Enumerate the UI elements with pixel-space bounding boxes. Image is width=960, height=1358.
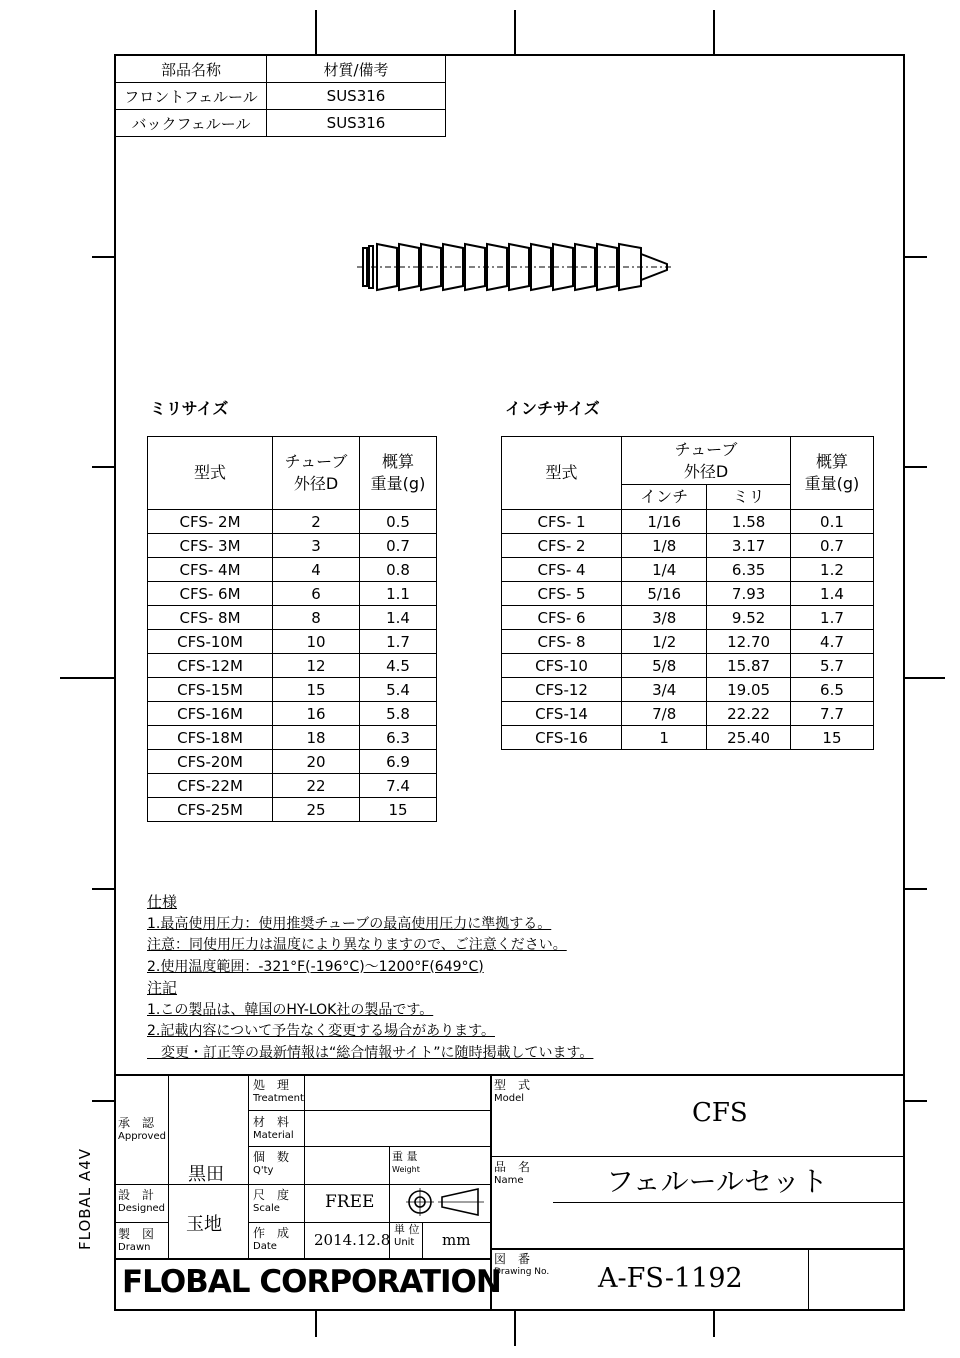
tick-left-4 [92, 888, 114, 890]
treatment-label-en: Treatment [253, 1093, 304, 1104]
milli-header-weight: 概算 重量(g) [360, 437, 437, 510]
weight-cell: 6.9 [360, 750, 437, 774]
inch-header-weight: 概算 重量(g) [790, 437, 873, 510]
approved-label-jp: 承 認 [118, 1116, 155, 1130]
model-cell: CFS- 8M [148, 606, 273, 630]
date-value: 2014.12.8 [314, 1231, 391, 1249]
side-sheet-label: FLOBAL A4V [76, 1148, 94, 1250]
model-cell: CFS- 2M [148, 510, 273, 534]
weight-cell: 1.4 [360, 606, 437, 630]
table-row [116, 110, 446, 137]
weight-cell: 15 [360, 798, 437, 822]
projection-symbol-icon [404, 1187, 488, 1217]
milli-size-title: ミリサイズ [150, 399, 229, 418]
designed-label-jp: 設 計 [118, 1188, 155, 1202]
unit-value: mm [442, 1231, 471, 1249]
approved-label-en: Approved [118, 1131, 166, 1142]
tick-top-3 [713, 10, 715, 54]
table-row [148, 798, 437, 822]
tube-od-inch-cell: 7/8 [622, 702, 707, 726]
weight-cell: 1.4 [790, 582, 873, 606]
weight-cell: 5.7 [790, 654, 873, 678]
table-row [148, 726, 437, 750]
tube-od-cell: 12 [273, 654, 360, 678]
tick-left-2 [92, 466, 114, 468]
tick-right-4 [905, 888, 927, 890]
quantity-label-jp: 個 数 [253, 1150, 290, 1164]
model-cell: CFS-14 [502, 702, 622, 726]
tick-right-1 [905, 256, 927, 258]
weight-cell: 0.1 [790, 510, 873, 534]
note-line: 2.使用温度範囲：-321°F(-196°C)～1200°F(649°C) [147, 958, 484, 975]
designed-label-en: Designed [118, 1203, 166, 1214]
quantity-label-en: Q'ty [253, 1165, 274, 1176]
weight-cell: 6.5 [790, 678, 873, 702]
materials-header-row [116, 56, 446, 83]
model-cell: CFS-20M [148, 750, 273, 774]
company-name: FLOBAL CORPORATION [122, 1264, 501, 1300]
model-cell: CFS-15M [148, 678, 273, 702]
table-row [502, 582, 874, 606]
tube-od-mm-cell: 12.70 [707, 630, 791, 654]
tube-od-mm-cell: 15.87 [707, 654, 791, 678]
tube-od-mm-cell: 7.93 [707, 582, 791, 606]
tube-od-cell: 20 [273, 750, 360, 774]
material-label-jp: 材 料 [253, 1115, 290, 1129]
model-cell: CFS- 1 [502, 510, 622, 534]
milli-size-table [147, 436, 437, 822]
model-cell: CFS-12 [502, 678, 622, 702]
name-label-jp: 品 名 [494, 1160, 531, 1174]
tube-od-cell: 18 [273, 726, 360, 750]
weight-cell: 0.8 [360, 558, 437, 582]
milli-header-model: 型式 [148, 437, 273, 510]
material-label-en: Material [253, 1130, 294, 1141]
tube-od-cell: 3 [273, 534, 360, 558]
scale-label-jp: 尺 度 [253, 1188, 290, 1202]
name-label-en: Name [494, 1175, 524, 1186]
weight-cell: 0.5 [360, 510, 437, 534]
model-cell: CFS- 8 [502, 630, 622, 654]
model-cell: CFS-16 [502, 726, 622, 750]
treatment-label-jp: 処 理 [253, 1078, 290, 1092]
tick-left-5 [92, 1100, 114, 1102]
weight-cell: 0.7 [790, 534, 873, 558]
table-row [148, 774, 437, 798]
model-cell: CFS-25M [148, 798, 273, 822]
drawn-label-en: Drawn [118, 1242, 151, 1253]
tick-right-3 [905, 677, 945, 679]
tube-od-mm-cell: 3.17 [707, 534, 791, 558]
note-line: 1.最高使用圧力：使用推奨チューブの最高使用圧力に準拠する。 [147, 915, 552, 932]
unit-label-jp: 単 位 [394, 1223, 420, 1236]
weight-label-en: Weight [392, 1165, 420, 1174]
tick-bottom-2 [514, 1311, 516, 1346]
inch-header-inch: インチ [622, 485, 707, 510]
weight-cell: 1.7 [360, 630, 437, 654]
table-row [502, 534, 874, 558]
tube-od-inch-cell: 3/4 [622, 678, 707, 702]
weight-cell: 5.4 [360, 678, 437, 702]
name-value: フェルールセット [606, 1165, 829, 1198]
weight-cell: 1.2 [790, 558, 873, 582]
note-line: 2.記載内容について予告なく変更する場合があります。 [147, 1023, 495, 1039]
tick-top-2 [514, 10, 516, 54]
drawing-number-label-jp: 図 番 [494, 1252, 531, 1266]
model-cell: CFS-18M [148, 726, 273, 750]
model-cell: CFS- 6M [148, 582, 273, 606]
scale-value: FREE [325, 1192, 375, 1212]
tube-od-inch-cell: 1/8 [622, 534, 707, 558]
tube-od-mm-cell: 6.35 [707, 558, 791, 582]
weight-cell: 7.4 [360, 774, 437, 798]
materials-header-material: 材質/備考 [267, 56, 446, 83]
materials-header-part: 部品名称 [116, 56, 267, 83]
table-row [148, 702, 437, 726]
weight-cell: 7.7 [790, 702, 873, 726]
ferrule-stack-drawing [355, 236, 675, 298]
weight-cell: 1.1 [360, 582, 437, 606]
table-row [148, 582, 437, 606]
tube-od-inch-cell: 1/4 [622, 558, 707, 582]
designer-name: 玉地 [186, 1214, 222, 1235]
table-row [148, 558, 437, 582]
inch-header-row-1 [502, 437, 874, 485]
table-row [148, 534, 437, 558]
model-cell: CFS-22M [148, 774, 273, 798]
table-row [502, 630, 874, 654]
weight-cell: 6.3 [360, 726, 437, 750]
inch-header-model: 型式 [502, 437, 622, 510]
model-cell: CFS- 2 [502, 534, 622, 558]
scale-label-en: Scale [253, 1203, 280, 1214]
weight-label-jp: 重 量 [392, 1150, 418, 1163]
tube-od-cell: 15 [273, 678, 360, 702]
model-cell: CFS- 4 [502, 558, 622, 582]
weight-cell: 5.8 [360, 702, 437, 726]
material-value: SUS316 [267, 83, 446, 110]
model-cell: CFS- 6 [502, 606, 622, 630]
model-cell: CFS-10M [148, 630, 273, 654]
table-row [502, 654, 874, 678]
inch-size-title: インチサイズ [505, 399, 600, 418]
approver-name: 黒田 [188, 1164, 224, 1185]
model-label-jp: 型 式 [494, 1078, 531, 1092]
tube-od-mm-cell: 9.52 [707, 606, 791, 630]
table-row [502, 678, 874, 702]
weight-cell: 15 [790, 726, 873, 750]
tube-od-mm-cell: 1.58 [707, 510, 791, 534]
tick-bottom-3 [713, 1311, 715, 1337]
note-line: 注記 [147, 979, 178, 997]
tube-od-cell: 25 [273, 798, 360, 822]
tube-od-inch-cell: 3/8 [622, 606, 707, 630]
table-row [116, 83, 446, 110]
weight-cell: 0.7 [360, 534, 437, 558]
tube-od-inch-cell: 5/8 [622, 654, 707, 678]
part-name: バックフェルール [116, 110, 267, 137]
weight-cell: 1.7 [790, 606, 873, 630]
material-value: SUS316 [267, 110, 446, 137]
drawing-number-label-en: Drawing No. [494, 1267, 550, 1277]
model-label-en: Model [494, 1093, 525, 1104]
drawn-label-jp: 製 図 [118, 1227, 155, 1241]
tick-top-1 [315, 10, 317, 54]
model-cell: CFS- 5 [502, 582, 622, 606]
model-cell: CFS-12M [148, 654, 273, 678]
tube-od-inch-cell: 1 [622, 726, 707, 750]
date-label-en: Date [253, 1241, 277, 1252]
tick-left-1 [92, 256, 114, 258]
drawing-number-value: A-FS-1192 [598, 1263, 743, 1294]
table-row [502, 606, 874, 630]
inch-header-tube: チューブ 外径D [622, 437, 791, 485]
weight-cell: 4.5 [360, 654, 437, 678]
tube-od-inch-cell: 5/16 [622, 582, 707, 606]
table-row [148, 606, 437, 630]
inch-size-table [501, 436, 874, 750]
note-line: 1.この製品は、韓国のHY-LOK社の製品です。 [147, 1001, 434, 1018]
tube-od-cell: 16 [273, 702, 360, 726]
tick-right-2 [905, 466, 927, 468]
model-cell: CFS- 3M [148, 534, 273, 558]
tube-od-cell: 22 [273, 774, 360, 798]
table-row [502, 558, 874, 582]
table-row [502, 510, 874, 534]
table-row [148, 678, 437, 702]
tube-od-mm-cell: 19.05 [707, 678, 791, 702]
specification-notes [147, 892, 593, 1064]
table-row [502, 726, 874, 750]
tube-od-cell: 8 [273, 606, 360, 630]
milli-header-tube: チューブ 外径D [273, 437, 360, 510]
part-name: フロントフェルール [116, 83, 267, 110]
inch-header-mm: ミリ [707, 485, 791, 510]
tick-bottom-1 [315, 1311, 317, 1337]
note-line: 注意：同使用圧力は温度により異なりますので、ご注意ください。 [147, 937, 567, 953]
model-cell: CFS-16M [148, 702, 273, 726]
table-row [148, 750, 437, 774]
note-line: 仕様 [147, 893, 178, 911]
tube-od-cell: 2 [273, 510, 360, 534]
tube-od-cell: 6 [273, 582, 360, 606]
tube-od-mm-cell: 22.22 [707, 702, 791, 726]
tube-od-mm-cell: 25.40 [707, 726, 791, 750]
tube-od-inch-cell: 1/2 [622, 630, 707, 654]
materials-table [115, 55, 446, 137]
model-value: CFS [692, 1098, 748, 1128]
milli-header-row [148, 437, 437, 510]
date-label-jp: 作 成 [253, 1226, 290, 1240]
tube-od-inch-cell: 1/16 [622, 510, 707, 534]
model-cell: CFS-10 [502, 654, 622, 678]
tick-right-5 [905, 1100, 927, 1102]
note-line: 変更・訂正等の最新情報は“総合情報サイト”に随時掲載しています。 [147, 1044, 594, 1061]
table-row [502, 702, 874, 726]
tube-od-cell: 4 [273, 558, 360, 582]
table-row [148, 654, 437, 678]
weight-cell: 4.7 [790, 630, 873, 654]
unit-label-en: Unit [394, 1237, 415, 1248]
model-cell: CFS- 4M [148, 558, 273, 582]
table-row [148, 630, 437, 654]
tube-od-cell: 10 [273, 630, 360, 654]
tick-left-3 [60, 677, 114, 679]
table-row [148, 510, 437, 534]
